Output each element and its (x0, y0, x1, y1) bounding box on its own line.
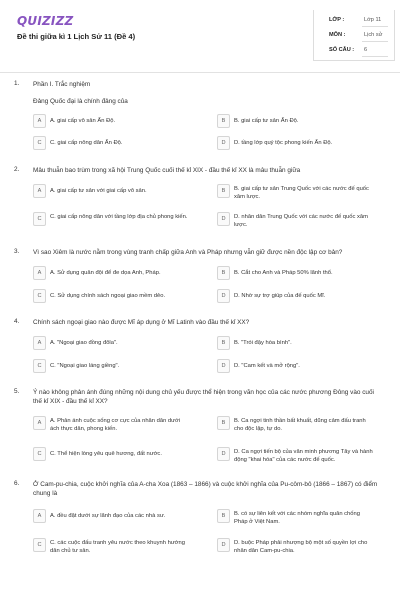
option-text: A. giai cấp vô sản Ấn Độ. (50, 118, 116, 124)
option-badge: A (33, 336, 46, 350)
option-text: D. Ca ngợi tiến bộ của văn minh phương Tây và hành động "khai hóa" của các nước đế quốc. (234, 449, 373, 463)
option-badge: D (217, 289, 230, 303)
option-badge: C (33, 447, 46, 461)
option-badge: C (33, 289, 46, 303)
option-badge: B (217, 336, 230, 350)
option-text: D. buộc Pháp phải nhượng bộ một số quyền lợi cho nhân dân Cam-pu-chia. (234, 540, 368, 554)
option-badge: B (217, 416, 230, 430)
option-text: B. có sự liên kết với các nhóm nghĩa quân chống Pháp ở Việt Nam. (234, 511, 360, 525)
option-b[interactable] (217, 508, 382, 526)
option-badge: A (33, 416, 46, 430)
option-badge: C (33, 212, 46, 226)
option-badge: B (217, 114, 230, 128)
option-badge: B (217, 184, 230, 198)
option-a[interactable] (33, 335, 198, 353)
option-badge: B (217, 509, 230, 523)
header-divider (0, 72, 400, 73)
option-c[interactable] (33, 537, 198, 555)
option-text: D. tầng lớp quý tộc phong kiến Ấn Độ. (234, 140, 333, 146)
meta-class-key: LỚP : (329, 17, 345, 23)
option-a[interactable] (33, 265, 198, 283)
option-text: D. nhân dân Trung Quốc với các nước đế quốc xâm lược. (234, 214, 368, 228)
option-badge: B (217, 266, 230, 280)
option-badge: C (33, 136, 46, 150)
question-number: 1. (14, 80, 20, 87)
option-d[interactable] (217, 288, 382, 306)
worksheet-header (0, 0, 400, 70)
option-badge: C (33, 359, 46, 373)
meta-class-value: Lớp 11 (364, 17, 382, 23)
option-badge: D (217, 359, 230, 373)
option-text: C. giai cấp nông dân Ấn Độ. (50, 140, 123, 146)
option-badge: A (33, 509, 46, 523)
worksheet-title: Đề thi giữa kì 1 Lịch Sử 11 (Đề 4) (17, 32, 136, 41)
option-badge: A (33, 266, 46, 280)
meta-count-key: SỐ CÂU : (329, 47, 355, 53)
option-text: C. Thể hiện lòng yêu quê hương, đất nước. (50, 451, 162, 457)
question-text: Đảng Quốc đại là chính đảng của (33, 98, 128, 105)
option-c[interactable] (33, 135, 198, 153)
quizizz-logo: QUIZIZZ (17, 14, 74, 28)
meta-box (313, 10, 395, 61)
question-number: 4. (14, 318, 20, 325)
option-a[interactable] (33, 508, 198, 526)
option-text: A. Phản ánh cuộc sống cơ cực của nhân dân dưới ách thực dân, phong kiến. (50, 418, 181, 432)
option-text: A. đều đặt dưới sự lãnh đạo của các nhà sư. (50, 513, 166, 519)
question-number: 6. (14, 480, 20, 487)
meta-count-row (314, 43, 394, 58)
option-badge: D (217, 538, 230, 552)
question-text: Ý nào không phản ánh đúng những nội dung chủ yếu được thể hiện trong văn học của các nước phương Đông vào cuối thế kỉ XIX - đầu thế kỉ XX? (33, 389, 374, 405)
option-badge: D (217, 447, 230, 461)
question-number: 3. (14, 248, 20, 255)
option-a[interactable] (33, 415, 198, 433)
option-text: A. "Ngoại giao đồng đôla". (50, 340, 118, 346)
option-c[interactable] (33, 288, 198, 306)
option-d[interactable] (217, 446, 382, 464)
option-text: B. giai cấp tư sản Trung Quốc với các nước đế quốc xâm lược. (234, 186, 369, 200)
option-text: C. "Ngoại giao láng giềng". (50, 363, 120, 369)
option-b[interactable] (217, 265, 382, 283)
meta-subject-row (314, 28, 394, 43)
option-badge: D (217, 212, 230, 226)
option-d[interactable] (217, 537, 382, 555)
option-text: B. Cắt cho Anh và Pháp 50% lãnh thổ. (234, 270, 333, 276)
option-c[interactable] (33, 211, 198, 229)
option-c[interactable] (33, 358, 198, 376)
option-b[interactable] (217, 335, 382, 353)
option-a[interactable] (33, 113, 198, 131)
question-number: 5. (14, 388, 20, 395)
question-text: Vì sao Xiêm là nước nằm trong vùng tranh chấp giữa Anh và Pháp nhưng vẫn giữ được nền độc lập cơ bản? (33, 249, 343, 256)
option-text: B. Ca ngợi tinh thần bất khuất, dũng cảm đấu tranh cho độc lập, tự do. (234, 418, 366, 432)
option-text: A. Sử dụng quân đội để đe dọa Anh, Pháp. (50, 270, 161, 276)
option-text: C. Sử dụng chính sách ngoại giao mềm dẻo. (50, 293, 166, 299)
option-text: B. giai cấp tư sản Ấn Độ. (234, 118, 299, 124)
option-text: A. giai cấp tư sản với giai cấp vô sản. (50, 188, 147, 194)
section-title: Phần I. Trắc nghiệm (33, 81, 91, 88)
option-d[interactable] (217, 135, 382, 153)
question-text: Mâu thuẫn bao trùm trong xã hội Trung Quốc cuối thế kỉ XIX - đầu thế kỉ XX là mâu thuẫn giữa (33, 167, 301, 174)
option-text: C. các cuộc đấu tranh yêu nước theo khuynh hướng dân chủ tư sản. (50, 540, 185, 554)
meta-subject-value: Lịch sử (364, 32, 383, 38)
option-text: B. "Trói đậy hòa bình". (234, 340, 292, 346)
option-text: D. Nhờ sự trợ giúp của đế quốc Mĩ. (234, 293, 326, 299)
question-number: 2. (14, 166, 20, 173)
question-text: Chính sách ngoại giao nào được Mĩ áp dụng ở Mĩ Latinh vào đầu thế kỉ XX? (33, 319, 250, 326)
option-badge: A (33, 114, 46, 128)
option-text: C. giai cấp nông dân với tầng lớp địa chủ phong kiến. (50, 214, 188, 220)
question-text: Ở Cam-pu-chia, cuộc khởi nghĩa của A-cha Xoa (1863 – 1866) và cuộc khởi nghĩa của Pu-côm-bô (1866 – 1867) có điểm chung là (33, 481, 378, 497)
option-badge: A (33, 184, 46, 198)
option-badge: D (217, 136, 230, 150)
option-a[interactable] (33, 183, 198, 201)
option-b[interactable] (217, 183, 382, 201)
option-d[interactable] (217, 358, 382, 376)
option-b[interactable] (217, 415, 382, 433)
option-b[interactable] (217, 113, 382, 131)
meta-class-row (314, 13, 394, 28)
meta-count-value: 6 (364, 47, 368, 53)
option-badge: C (33, 538, 46, 552)
option-d[interactable] (217, 211, 382, 229)
meta-subject-key: MÔN : (329, 32, 346, 38)
option-text: D. "Cam kết và mở rộng". (234, 363, 300, 369)
option-c[interactable] (33, 446, 198, 464)
